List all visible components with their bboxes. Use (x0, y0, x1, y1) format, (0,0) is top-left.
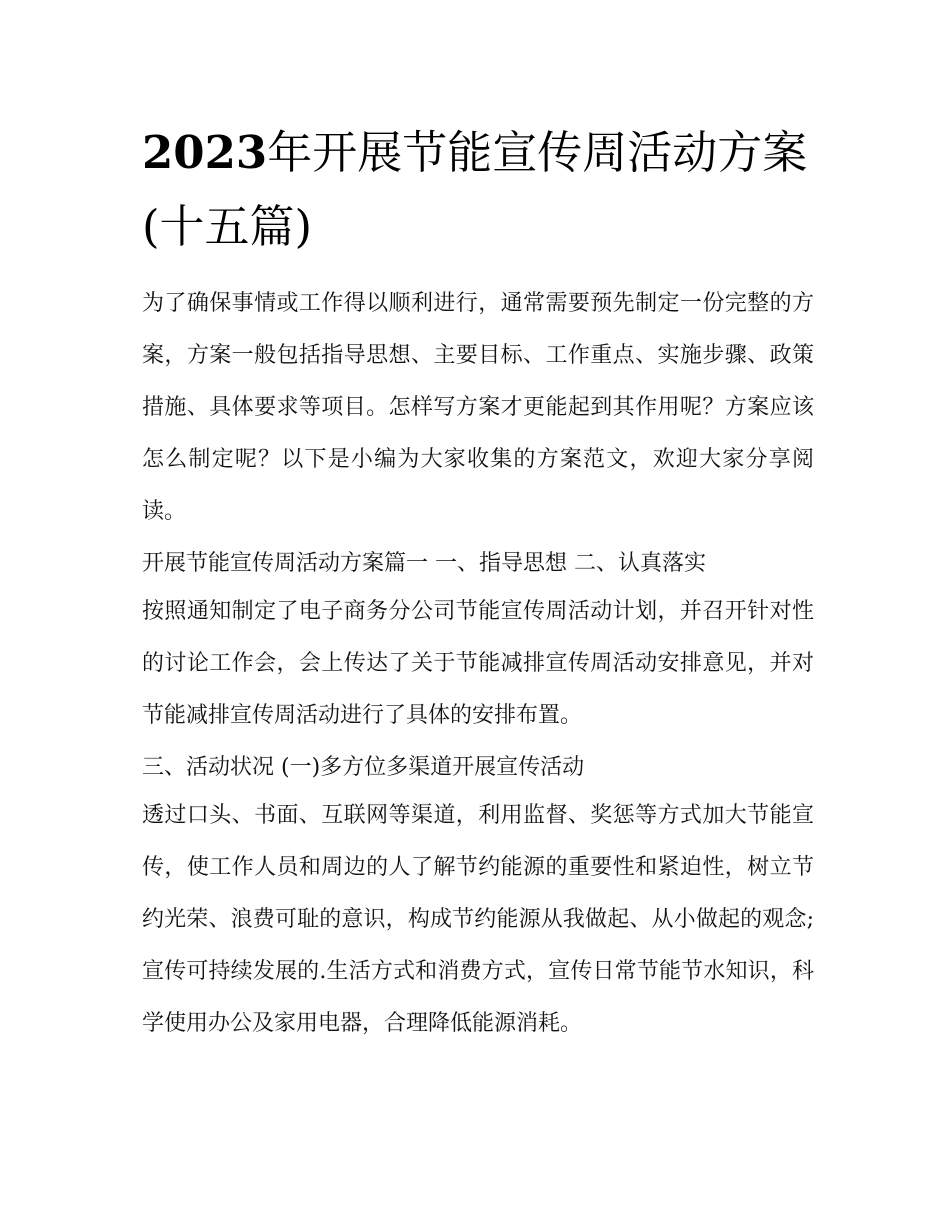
title-text: 年开展节能宣传周活动方案(十五篇) (142, 126, 808, 253)
document-body (142, 116, 814, 1050)
intro-paragraph: 为了确保事情或工作得以顺利进行，通常需要预先制定一份完整的方案，方案一般包括指导思想、主要目标、工作重点、实施步骤、政策措施、具体要求等项目。怎样写方案才更能起到其作用呢？方案应该怎么制定呢？以下是小编为大家收集的方案范文，欢迎大家分享阅读。 (142, 291, 814, 524)
document-title (142, 116, 814, 264)
section-heading-1: 开展节能宣传周活动方案篇一 一、指导思想 二、认真落实 (142, 551, 706, 576)
paragraph-publicity: 透过口头、书面、互联网等渠道，利用监督、奖惩等方式加大节能宣传，使工作人员和周边的人了解节约能源的重要性和紧迫性，树立节约光荣、浪费可耻的意识，构成节约能源从我做起、从小做起的观念;宣传可持续发展的.生活方式和消费方式，宣传日常节能节水知识，科学使用办公及家用电器，合理降低能源消耗。 (142, 803, 814, 1036)
title-year: 2023 (142, 126, 268, 179)
section-heading-2: 三、活动状况 (一)多方位多渠道开展宣传活动 (142, 755, 585, 780)
paragraph-implementation: 按照通知制定了电子商务分公司节能宣传周活动计划，并召开针对性的讨论工作会，会上传达了关于节能减排宣传周活动安排意见，并对节能减排宣传周活动进行了具体的安排布置。 (142, 599, 814, 728)
